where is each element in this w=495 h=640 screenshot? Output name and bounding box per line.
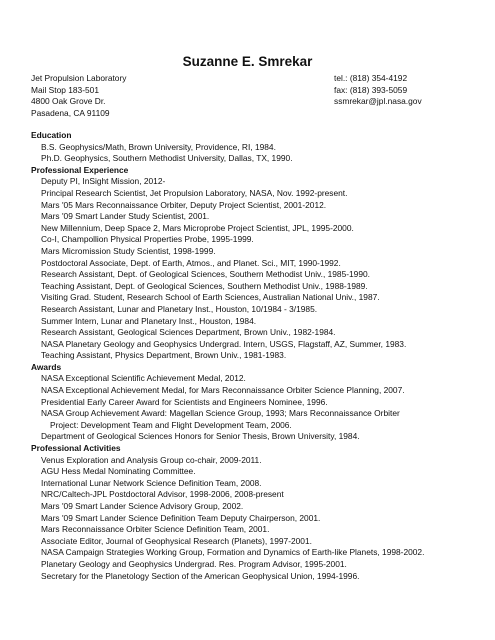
- list-item: [31, 176, 471, 188]
- list-item-text: B.S. Geophysics/Math, Brown University, Providence, RI, 1984.: [41, 141, 276, 152]
- list-item-text: Research Assistant, Geological Sciences Department, Brown Univ., 1982-1984.: [41, 327, 336, 338]
- list-item: [31, 408, 471, 431]
- contact-phone-email: [334, 73, 422, 108]
- section-heading: Awards: [31, 361, 62, 372]
- list-item-text: Mars '09 Smart Lander Science Advisory Group, 2002.: [41, 501, 244, 511]
- contact-line: Pasadena, CA 91109: [31, 107, 110, 118]
- list-item: [31, 501, 471, 513]
- list-item-text: Research Assistant, Lunar and Planetary Inst., Houston, 10/1984 - 3/1985.: [41, 303, 318, 314]
- list-item: [31, 292, 471, 304]
- section-heading: Professional Activities: [31, 443, 121, 454]
- list-item-text: New Millennium, Deep Space 2, Mars Microprobe Project Scientist, JPL, 1995-2000.: [41, 222, 354, 233]
- list-item-text: NASA Exceptional Achievement Medal, for Mars Reconnaissance Orbiter Science Planning, 2007.: [41, 385, 405, 396]
- list-item: [31, 547, 471, 559]
- list-item: [31, 431, 471, 443]
- list-item-text: International Lunar Network Science Definition Team, 2008.: [41, 477, 262, 488]
- contact-line: Mail Stop 183-501: [31, 84, 99, 95]
- list-item: [31, 339, 471, 351]
- list-item: [31, 397, 471, 409]
- list-item-text: Teaching Assistant, Physics Department, Brown Univ., 1981-1983.: [41, 350, 287, 361]
- list-item-text: Mars '05 Mars Reconnaissance Orbiter, Deputy Project Scientist, 2001-2012.: [41, 199, 327, 210]
- list-item-text: NASA Planetary Geology and Geophysics Undergrad. Intern, USGS, Flagstaff, AZ, Summer, 1983.: [41, 338, 407, 349]
- cv-body: [31, 130, 471, 582]
- list-item-text: Secretary for the Planetology Section of the American Geophysical Union, 1994-1996.: [41, 570, 360, 581]
- list-item-text: Ph.D. Geophysics, Southern Methodist University, Dallas, TX, 1990.: [41, 153, 293, 164]
- cv-section: [31, 130, 471, 165]
- list-item: [31, 142, 471, 154]
- list-item-text: NASA Group Achievement Award: Magellan Science Group, 1993; Mars Reconnaissance Orbiter: [41, 408, 400, 419]
- list-item-text: Department of Geological Sciences Honors for Senior Thesis, Brown University, 1984.: [41, 431, 360, 442]
- list-item: [31, 269, 471, 281]
- list-item-text: Associate Editor, Journal of Geophysical Research (Planets), 1997-2001.: [41, 535, 312, 546]
- list-item-text: Mars Reconnaissance Orbiter Science Definition Team, 2001.: [41, 524, 270, 535]
- list-item-text: Planetary Geology and Geophysics Undergrad. Res. Program Advisor, 1995-2001.: [41, 558, 347, 569]
- list-item: [31, 571, 471, 583]
- contact-line: fax: (818) 393-5059: [334, 84, 408, 95]
- list-item-text: Mars Micromission Study Scientist, 1998-1999.: [41, 245, 216, 256]
- list-item: [31, 153, 471, 165]
- list-item-text: Teaching Assistant, Dept. of Geological Sciences, Southern Methodist Univ., 1988-1989.: [41, 280, 368, 291]
- list-item: [31, 316, 471, 328]
- list-item: [31, 478, 471, 490]
- list-item-text: Venus Exploration and Analysis Group co-chair, 2009-2011.: [41, 454, 262, 465]
- contact-address: [31, 73, 126, 119]
- list-item-text: Visiting Grad. Student, Research School of Earth Sciences, Australian National Univ., 1987.: [41, 292, 380, 303]
- contact-line: tel.: (818) 354-4192: [334, 73, 408, 83]
- contact-line: ssmrekar@jpl.nasa.gov: [334, 96, 422, 107]
- list-item: [31, 489, 471, 501]
- contact-line: 4800 Oak Grove Dr.: [31, 96, 106, 107]
- list-item: [31, 246, 471, 258]
- section-heading: Education: [31, 130, 72, 140]
- list-item: [31, 281, 471, 293]
- list-item-text: Mars '09 Smart Lander Science Definition Team Deputy Chairperson, 2001.: [41, 512, 321, 523]
- list-item-text: NRC/Caltech-JPL Postdoctoral Advisor, 1998-2006, 2008-present: [41, 489, 284, 500]
- list-item: [31, 466, 471, 478]
- list-item-text: NASA Campaign Strategies Working Group, Formation and Dynamics of Earth-like Planets, 1998-2002.: [41, 547, 425, 558]
- list-item: [31, 200, 471, 212]
- list-item-continuation: Project: Development Team and Flight Development Team, 2006.: [50, 419, 292, 430]
- list-item-text: Postdoctoral Associate, Dept. of Earth, Atmos., and Planet. Sci., MIT, 1990-1992.: [41, 257, 341, 268]
- list-item: [31, 524, 471, 536]
- list-item-text: NASA Exceptional Scientific Achievement Medal, 2012.: [41, 373, 246, 384]
- list-item-text: Mars '09 Smart Lander Study Scientist, 2001.: [41, 211, 210, 222]
- cv-section: [31, 165, 471, 362]
- list-item-text: Presidential Early Career Award for Scientists and Engineers Nominee, 1996.: [41, 396, 328, 407]
- section-heading: Professional Experience: [31, 164, 129, 175]
- list-item: [31, 304, 471, 316]
- list-item-text: AGU Hess Medal Nominating Committee.: [41, 466, 196, 477]
- list-item: [31, 327, 471, 339]
- list-item-text: Co-I, Champollion Physical Properties Probe, 1995-1999.: [41, 234, 254, 245]
- list-item-text: Summer Intern, Lunar and Planetary Inst., Houston, 1984.: [41, 315, 257, 326]
- list-item: [31, 350, 471, 362]
- list-item-text: Principal Research Scientist, Jet Propulsion Laboratory, NASA, Nov. 1992-present.: [41, 187, 348, 198]
- list-item-text: Deputy PI, InSight Mission, 2012-: [41, 176, 166, 187]
- cv-name: Suzanne E. Smrekar: [182, 54, 313, 69]
- list-item: [31, 223, 471, 235]
- list-item: [31, 258, 471, 270]
- list-item: [31, 373, 471, 385]
- list-item: [31, 559, 471, 571]
- list-item: [31, 385, 471, 397]
- list-item: [31, 188, 471, 200]
- contact-line: Jet Propulsion Laboratory: [31, 73, 127, 83]
- cv-section: [31, 362, 471, 443]
- cv-section: [31, 443, 471, 582]
- list-item: [31, 234, 471, 246]
- list-item-text: Research Assistant, Dept. of Geological Sciences, Southern Methodist Univ., 1985-1990.: [41, 269, 370, 280]
- list-item: [31, 513, 471, 525]
- list-item: [31, 536, 471, 548]
- list-item: [31, 455, 471, 467]
- list-item: [31, 211, 471, 223]
